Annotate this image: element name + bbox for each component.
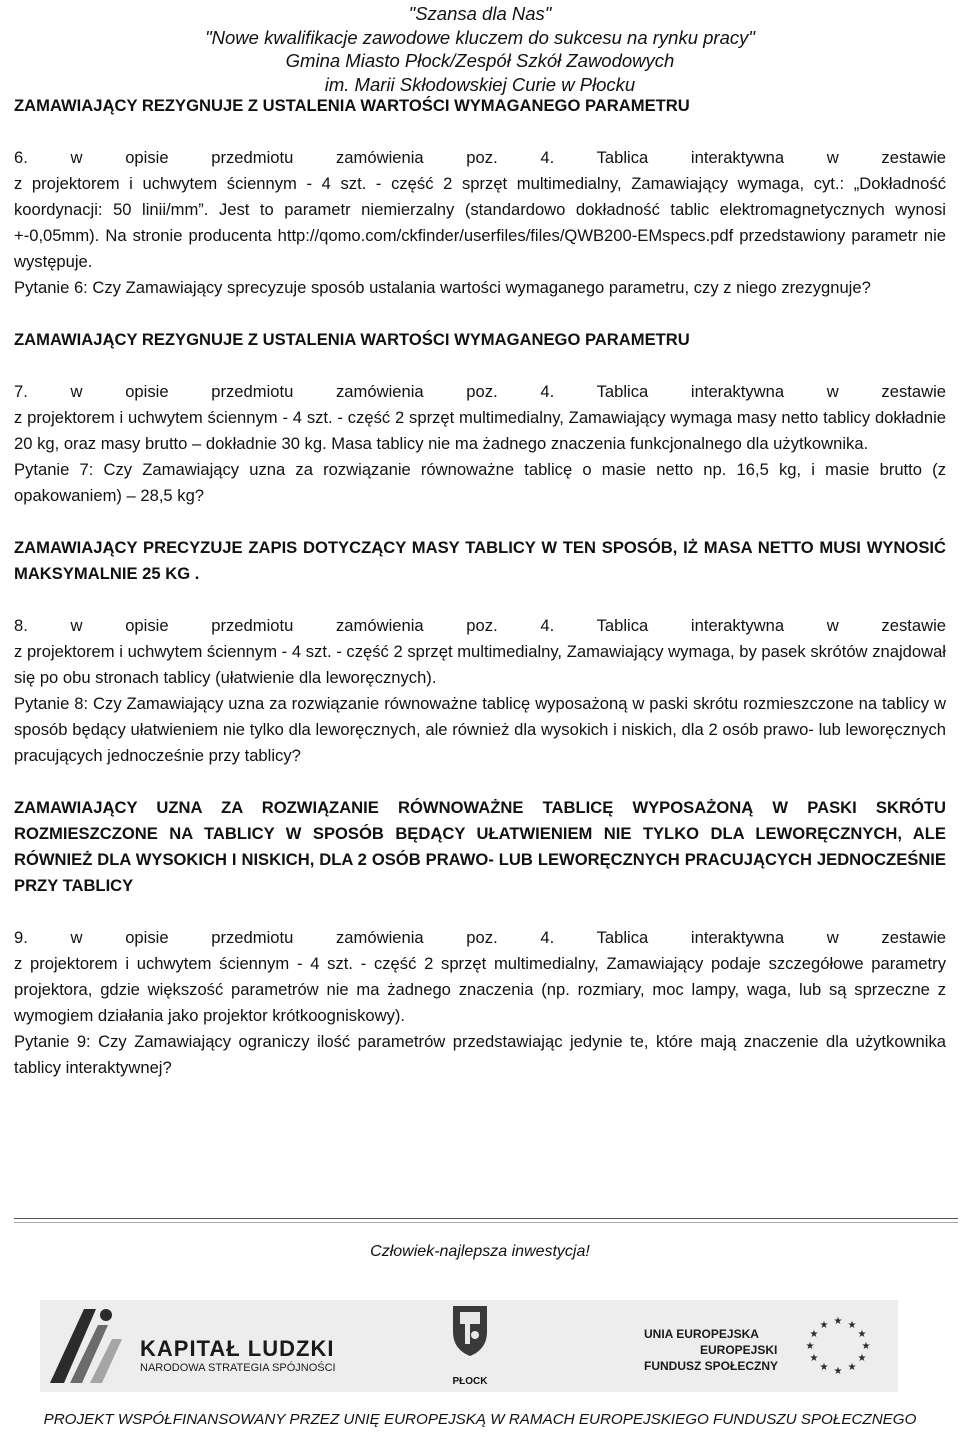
document-body bbox=[14, 93, 946, 1081]
kapital-ludzki-subtitle: NARODOWA STRATEGIA SPÓJNOŚCI bbox=[140, 1362, 336, 1374]
item-6-text: z projektorem i uchwytem ściennym - 4 szt. - część 2 sprzęt multimedialny, Zamawiający wymaga, cyt.: „Dokładność koordynacji: 50 linii/mm”. Jest to parametr niemierzalny (standardowo dokładność tablic elektromagnetycznych wynosi +-0,05mm). Na stronie producenta http://qomo.com/ckfinder/userfiles/files/QWB200-EMspecs.pdf przedstawiony parametr nie występuje. bbox=[14, 174, 946, 271]
answer-8: ZAMAWIAJĄCY UZNA ZA ROZWIĄZANIE RÓWNOWAŻNE TABLICĘ WYPOSAŻONĄ W PASKI SKRÓTU ROZMIESZCZONE NA TABLICY W SPOSÓB BĘDĄCY UŁATWIENIEM NIE TYLKO DLA LEWORĘCZNYCH, ALE RÓWNIEŻ DLA WYSOKICH I NISKICH, DLA 2 OSÓB PRAWO- LUB LEWORĘCZNYCH PRACUJĄCYCH JEDNOCZEŚNIE PRZY TABLICY bbox=[14, 798, 946, 895]
header-project-subtitle: "Nowe kwalifikacje zawodowe kluczem do sukcesu na rynku pracy" bbox=[205, 26, 755, 48]
header-school-name: im. Marii Skłodowskiej Curie w Płocku bbox=[324, 73, 636, 95]
cofinancing-statement: PROJEKT WSPÓŁFINANSOWANY PRZEZ UNIĘ EUROPEJSKĄ W RAMACH EUROPEJSKIEGO FUNDUSZU SPOŁECZNEGO bbox=[43, 1411, 917, 1428]
question-9: Pytanie 9: Czy Zamawiający ograniczy ilość parametrów przedstawiając jedynie te, które mają znaczenie dla użytkownika tablicy interaktywnej? bbox=[14, 1032, 946, 1077]
eu-line-2: EUROPEJSKI bbox=[700, 1343, 778, 1357]
svg-text:★: ★ bbox=[847, 1362, 857, 1373]
svg-text:★: ★ bbox=[857, 1329, 867, 1340]
item-8-text: z projektorem i uchwytem ściennym - 4 szt. - część 2 sprzęt multimedialny, Zamawiający wymaga, by pasek skrótów znajdował się po obu stronach tablicy (ułatwienie dla leworęcznych). bbox=[14, 642, 946, 687]
question-7: Pytanie 7: Czy Zamawiający uzna za rozwiązanie równoważne tablicę o masie netto np. 16,5 kg, i masie brutto (z opakowaniem) – 28,5 kg? bbox=[14, 460, 946, 505]
footer-slogan: Człowiek-najlepsza inwestycja! bbox=[370, 1243, 590, 1260]
eu-fund-label bbox=[644, 1326, 778, 1374]
header-project-name: "Szansa dla Nas" bbox=[408, 3, 552, 24]
footer-divider bbox=[14, 1218, 958, 1219]
eu-line-1: UNIA EUROPEJSKA bbox=[644, 1327, 759, 1341]
kapital-ludzki-logo-icon bbox=[46, 1303, 126, 1389]
project-header bbox=[0, 2, 960, 96]
footer-divider-secondary bbox=[14, 1222, 958, 1223]
header-organization: Gmina Miasto Płock/Zespół Szkół Zawodowych bbox=[285, 50, 675, 71]
item-9-heading: 9. w opisie przedmiotu zamówienia poz. 4. Tablica interaktywna w zestawie bbox=[14, 928, 946, 947]
svg-text:★: ★ bbox=[809, 1353, 819, 1364]
svg-text:★: ★ bbox=[809, 1329, 819, 1340]
svg-text:★: ★ bbox=[819, 1362, 829, 1373]
question-8: Pytanie 8: Czy Zamawiający uzna za rozwiązanie równoważne tablicę wyposażoną w paski skrótu rozmieszczone na tablicy w sposób będący ułatwieniem nie tylko dla leworęcznych, ale również dla wysokich i niskich, dla 2 osób prawo- lub leworęcznych pracujących jednocześnie przy tablicy? bbox=[14, 694, 946, 765]
question-6: Pytanie 6: Czy Zamawiający sprecyzuje sposób ustalania wartości wymaganego parametru, czy z niego zrezygnuje? bbox=[14, 278, 871, 297]
svg-text:★: ★ bbox=[833, 1366, 843, 1376]
svg-text:★: ★ bbox=[819, 1320, 829, 1331]
svg-text:★: ★ bbox=[847, 1320, 857, 1331]
item-7-heading: 7. w opisie przedmiotu zamówienia poz. 4. Tablica interaktywna w zestawie bbox=[14, 382, 946, 401]
answer-7: ZAMAWIAJĄCY PRECYZUJE ZAPIS DOTYCZĄCY MASY TABLICY W TEN SPOSÓB, IŻ MASA NETTO MUSI WYNOSIĆ MAKSYMALNIE 25 KG . bbox=[14, 538, 946, 583]
eu-stars-icon bbox=[800, 1314, 876, 1376]
item-6-heading: 6. w opisie przedmiotu zamówienia poz. 4. Tablica interaktywna w zestawie bbox=[14, 148, 946, 167]
kapital-ludzki-title: KAPITAŁ LUDZKI bbox=[140, 1336, 335, 1361]
item-8-heading: 8. w opisie przedmiotu zamówienia poz. 4. Tablica interaktywna w zestawie bbox=[14, 616, 946, 635]
plock-crest-icon bbox=[450, 1302, 490, 1358]
answer-5: ZAMAWIAJĄCY REZYGNUJE Z USTALENIA WARTOŚCI WYMAGANEGO PARAMETRU bbox=[14, 96, 690, 115]
svg-text:★: ★ bbox=[805, 1341, 815, 1352]
item-7-text: z projektorem i uchwytem ściennym - 4 szt. - część 2 sprzęt multimedialny, Zamawiający wymaga masy netto tablicy dokładnie 20 kg, oraz masy brutto – dokładnie 30 kg. Masa tablicy nie ma żadnego znaczenia funkcjonalnego dla użytkownika. bbox=[14, 408, 946, 453]
svg-text:★: ★ bbox=[833, 1316, 843, 1327]
svg-text:★: ★ bbox=[861, 1341, 871, 1352]
eu-line-3: FUNDUSZ SPOŁECZNY bbox=[644, 1359, 779, 1373]
item-9-text: z projektorem i uchwytem ściennym - 4 szt. - część 2 sprzęt multimedialny, Zamawiający podaje szczegółowe parametry projektora, gdzie większość parametrów nie ma żadnego znaczenia (np. rozmiary, moc lampy, waga, lub są sprzeczne z wymogiem działania jako projektor krótkoogniskowy). bbox=[14, 954, 946, 1025]
plock-label: PŁOCK bbox=[452, 1376, 488, 1387]
answer-6: ZAMAWIAJĄCY REZYGNUJE Z USTALENIA WARTOŚCI WYMAGANEGO PARAMETRU bbox=[14, 330, 690, 349]
svg-text:★: ★ bbox=[857, 1353, 867, 1364]
